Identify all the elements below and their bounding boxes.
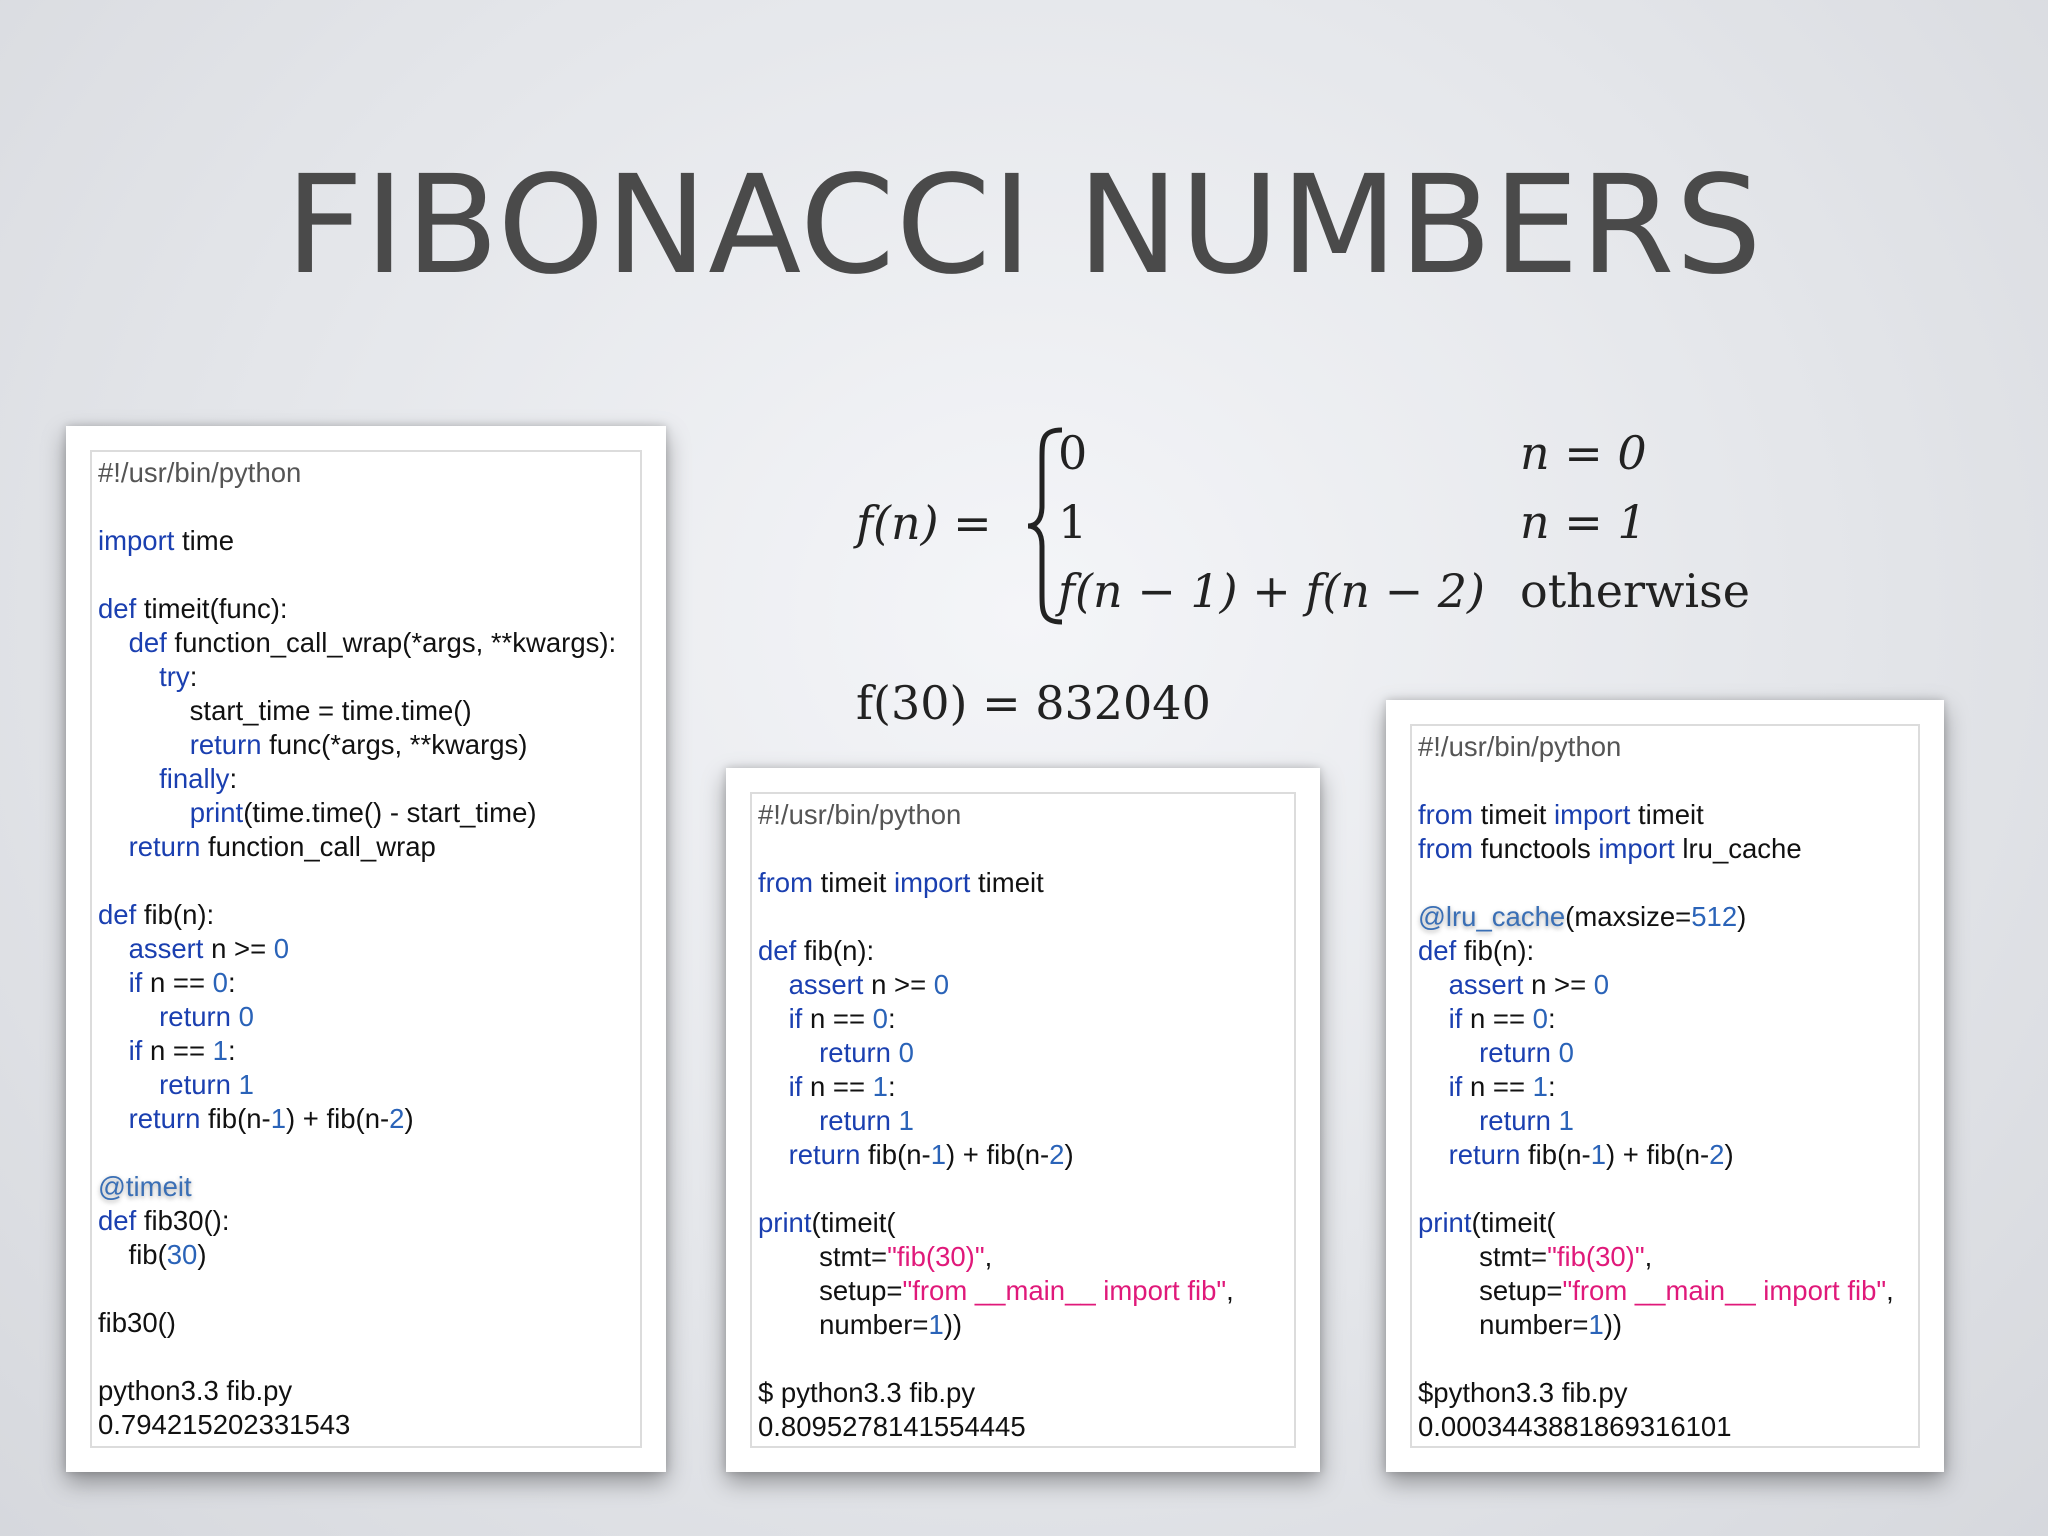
code-token: , xyxy=(984,1241,993,1272)
code-token: fib( xyxy=(98,1239,167,1270)
code-token: def xyxy=(98,899,137,930)
case-value-2: f(n − 1) + f(n − 2) xyxy=(1058,564,1485,618)
code-token: def xyxy=(98,593,137,624)
code-token: return xyxy=(189,729,262,760)
code-line xyxy=(98,1204,616,1238)
code-line xyxy=(98,660,616,694)
code-token: fib(n- xyxy=(1520,1139,1591,1170)
code-token: ) + fib(n- xyxy=(946,1139,1050,1170)
code-token: fib(n): xyxy=(796,935,875,966)
code-token: ) xyxy=(404,1103,414,1134)
formula-lhs xyxy=(856,496,992,550)
code-line xyxy=(1418,798,1894,832)
code-token: def xyxy=(758,935,797,966)
code-token: "from __main__ import fib" xyxy=(902,1275,1227,1306)
code-token xyxy=(1418,1003,1449,1034)
code-line xyxy=(758,968,1234,1002)
code-line xyxy=(758,1240,1234,1274)
code-token xyxy=(758,1003,789,1034)
code-token: 1 xyxy=(1558,1105,1574,1136)
code-line xyxy=(98,1306,616,1340)
code-line xyxy=(98,558,616,592)
code-token: print xyxy=(189,797,244,828)
case-condition-2: otherwise xyxy=(1520,564,1750,618)
code-token: function_call_wrap(*args, **kwargs): xyxy=(166,627,617,658)
code-token: return xyxy=(159,1001,231,1032)
code-token: return xyxy=(159,1069,231,1100)
case-condition-1: n = 1 xyxy=(1520,495,1647,549)
code-line xyxy=(98,1408,616,1442)
code-token: functools xyxy=(1473,833,1599,864)
code-token xyxy=(231,1069,239,1100)
code-token xyxy=(758,1139,789,1170)
code-token: start_time = time.time() xyxy=(98,695,472,726)
code-token: 1 xyxy=(898,1105,914,1136)
code-token: 1 xyxy=(1532,1071,1548,1102)
code-token: finally xyxy=(159,763,230,794)
code-line xyxy=(758,866,1234,900)
code-line xyxy=(758,900,1234,934)
code-line xyxy=(98,728,616,762)
code-line xyxy=(98,1238,616,1272)
code-token: stmt= xyxy=(1418,1241,1548,1272)
code-line xyxy=(1418,764,1894,798)
code-token: assert xyxy=(1448,969,1524,1000)
code-line xyxy=(758,832,1234,866)
code-token: def xyxy=(128,627,167,658)
code-token: 0 xyxy=(933,969,950,1000)
code-token: 0.8095278141554445 xyxy=(758,1411,1026,1442)
code-token: $python3.3 fib.py xyxy=(1418,1377,1628,1408)
code-token: def xyxy=(98,1205,137,1236)
code-token: 1 xyxy=(212,1035,228,1066)
code-token: python3.3 fib.py xyxy=(98,1375,293,1406)
code-token: n >= xyxy=(203,933,274,964)
code-line xyxy=(98,694,616,728)
code-line xyxy=(1418,934,1894,968)
code-token: timeit xyxy=(1630,799,1704,830)
code-token: timeit xyxy=(813,867,894,898)
code-line xyxy=(98,626,616,660)
code-token: 1 xyxy=(1588,1309,1604,1340)
code-token: 2 xyxy=(389,1103,405,1134)
code-line xyxy=(98,1102,616,1136)
code-token xyxy=(1551,1105,1559,1136)
code-token: setup= xyxy=(1418,1275,1563,1306)
code-token xyxy=(98,1069,159,1100)
code-token: 0 xyxy=(238,1001,254,1032)
code-token: @lru_cache xyxy=(1418,901,1566,932)
code-block-timeit xyxy=(758,798,1234,1444)
code-token xyxy=(758,1071,789,1102)
code-token: from xyxy=(758,867,813,898)
code-token xyxy=(891,1105,899,1136)
code-token: number= xyxy=(1418,1309,1589,1340)
code-token: 1 xyxy=(930,1139,946,1170)
code-line xyxy=(98,1136,616,1170)
code-token xyxy=(98,661,159,692)
code-token xyxy=(1418,1139,1449,1170)
code-token: timeit(func): xyxy=(136,593,288,624)
code-token: (maxsize= xyxy=(1565,901,1692,932)
code-token: (timeit( xyxy=(1471,1207,1556,1238)
code-token: : xyxy=(189,661,198,692)
code-line xyxy=(1418,1206,1894,1240)
code-token: if xyxy=(1448,1071,1463,1102)
code-token: try xyxy=(159,661,190,692)
code-line xyxy=(1418,1070,1894,1104)
code-token xyxy=(98,797,190,828)
code-token: setup= xyxy=(758,1275,903,1306)
code-line xyxy=(758,798,1234,832)
code-token: 0 xyxy=(898,1037,914,1068)
code-panel-frame xyxy=(750,792,1296,1448)
code-line xyxy=(98,1272,616,1306)
code-token: #!/usr/bin/python xyxy=(758,799,962,830)
code-token: )) xyxy=(943,1309,963,1340)
code-line xyxy=(1418,968,1894,1002)
code-panel-timeit xyxy=(726,768,1320,1472)
code-line xyxy=(1418,1104,1894,1138)
code-line xyxy=(98,1000,616,1034)
code-token: n == xyxy=(1462,1003,1533,1034)
code-token: 512 xyxy=(1691,901,1738,932)
code-line xyxy=(98,898,616,932)
code-token: : xyxy=(1547,1003,1556,1034)
code-token: 0.0003443881869316101 xyxy=(1418,1411,1732,1442)
code-token: , xyxy=(1226,1275,1234,1306)
code-token: , xyxy=(1644,1241,1653,1272)
code-line xyxy=(758,1376,1234,1410)
code-token xyxy=(98,763,159,794)
code-line xyxy=(98,1374,616,1408)
code-token: timeit xyxy=(970,867,1044,898)
code-line xyxy=(758,1410,1234,1444)
code-line xyxy=(98,796,616,830)
code-token: n == xyxy=(802,1071,873,1102)
code-panel-lru-cache xyxy=(1386,700,1944,1472)
fib-30-result: f(30) = 832040 xyxy=(856,676,1211,730)
code-token: : xyxy=(887,1071,896,1102)
code-token: return xyxy=(819,1037,891,1068)
code-token: $ python3.3 fib.py xyxy=(758,1377,976,1408)
code-token: "fib(30)" xyxy=(887,1241,985,1272)
code-token xyxy=(98,967,129,998)
code-token: def xyxy=(1418,935,1457,966)
code-token xyxy=(1418,1071,1449,1102)
code-token: timeit xyxy=(1473,799,1554,830)
code-line xyxy=(758,1002,1234,1036)
code-line xyxy=(98,456,616,490)
code-token: (timeit( xyxy=(811,1207,896,1238)
code-token xyxy=(758,969,789,1000)
code-token: n == xyxy=(1462,1071,1533,1102)
code-token: func(*args, **kwargs) xyxy=(261,729,528,760)
code-token: 1 xyxy=(872,1071,888,1102)
code-token: : xyxy=(887,1003,896,1034)
code-token: if xyxy=(1448,1003,1463,1034)
code-token: "fib(30)" xyxy=(1547,1241,1645,1272)
code-token: "from __main__ import fib" xyxy=(1562,1275,1887,1306)
code-line xyxy=(758,1342,1234,1376)
code-token xyxy=(758,1105,819,1136)
code-token: print xyxy=(758,1207,812,1238)
code-line xyxy=(1418,1240,1894,1274)
code-token: ) xyxy=(1064,1139,1074,1170)
code-line xyxy=(1418,1342,1894,1376)
code-token: print xyxy=(1418,1207,1472,1238)
code-token: 0 xyxy=(273,933,290,964)
code-line xyxy=(98,966,616,1000)
code-token: @timeit xyxy=(98,1171,192,1202)
code-token xyxy=(98,1001,159,1032)
code-token xyxy=(98,1035,129,1066)
code-token: 2 xyxy=(1049,1139,1065,1170)
code-token: return xyxy=(128,1103,201,1134)
code-line xyxy=(1418,730,1894,764)
code-line xyxy=(1418,832,1894,866)
formula-lhs-text: f(n) = xyxy=(856,496,992,550)
code-token: fib(n): xyxy=(136,899,215,930)
code-line xyxy=(98,490,616,524)
code-line xyxy=(98,932,616,966)
slide-title: FIBONACCI NUMBERS xyxy=(285,147,1763,305)
code-line xyxy=(758,1172,1234,1206)
code-panel-frame xyxy=(90,450,642,1448)
code-line xyxy=(758,934,1234,968)
code-line xyxy=(1418,866,1894,900)
code-token: if xyxy=(788,1071,803,1102)
code-token xyxy=(231,1001,239,1032)
code-token: 1 xyxy=(1590,1139,1606,1170)
code-token: assert xyxy=(788,969,864,1000)
code-token xyxy=(1551,1037,1559,1068)
code-line xyxy=(1418,1308,1894,1342)
code-token: import xyxy=(98,525,175,556)
code-token: if xyxy=(788,1003,803,1034)
code-token: 0 xyxy=(1558,1037,1574,1068)
code-token: import xyxy=(1553,799,1631,830)
code-token: 2 xyxy=(1709,1139,1725,1170)
code-token: assert xyxy=(128,933,204,964)
code-token: return xyxy=(1448,1139,1521,1170)
code-token: function_call_wrap xyxy=(200,831,436,862)
code-token: fib(n- xyxy=(860,1139,931,1170)
case-condition-0: n = 0 xyxy=(1520,426,1647,480)
code-token: ) + fib(n- xyxy=(1606,1139,1710,1170)
code-token: import xyxy=(893,867,971,898)
code-token: 0 xyxy=(1593,969,1610,1000)
code-line xyxy=(98,1068,616,1102)
code-token: , xyxy=(1886,1275,1894,1306)
code-token: 30 xyxy=(166,1239,198,1270)
code-line xyxy=(1418,1376,1894,1410)
code-token: #!/usr/bin/python xyxy=(1418,731,1622,762)
code-line xyxy=(98,524,616,558)
code-token: from xyxy=(1418,799,1473,830)
code-token: (time.time() - start_time) xyxy=(243,797,537,828)
code-token: 0 xyxy=(1532,1003,1548,1034)
code-line xyxy=(1418,1002,1894,1036)
code-token xyxy=(98,831,129,862)
code-token: : xyxy=(229,763,238,794)
code-token: stmt= xyxy=(758,1241,888,1272)
code-token: lru_cache xyxy=(1674,833,1802,864)
code-token: 1 xyxy=(270,1103,286,1134)
code-line xyxy=(98,830,616,864)
code-line xyxy=(1418,1036,1894,1070)
code-token: fib(n): xyxy=(1456,935,1535,966)
code-line xyxy=(1418,1138,1894,1172)
code-token: if xyxy=(128,1035,143,1066)
code-block-lru-cache xyxy=(1418,730,1894,1444)
code-token: 0 xyxy=(212,967,228,998)
case-value-0: 0 xyxy=(1058,426,1088,480)
code-line xyxy=(758,1036,1234,1070)
code-token: : xyxy=(227,1035,236,1066)
code-token: return xyxy=(788,1139,861,1170)
code-panel-decorator xyxy=(66,426,666,1472)
code-token: time xyxy=(174,525,234,556)
code-token: import xyxy=(1598,833,1675,864)
code-token: ) + fib(n- xyxy=(286,1103,390,1134)
code-token: fib30(): xyxy=(136,1205,230,1236)
code-token: return xyxy=(128,831,201,862)
code-line xyxy=(1418,1274,1894,1308)
code-token xyxy=(98,933,129,964)
code-line xyxy=(758,1070,1234,1104)
code-line xyxy=(98,864,616,898)
code-token xyxy=(98,1103,129,1134)
code-token xyxy=(1418,1037,1479,1068)
code-line xyxy=(98,1034,616,1068)
code-token: return xyxy=(1479,1105,1551,1136)
code-token: ) xyxy=(197,1239,207,1270)
code-token xyxy=(98,627,129,658)
code-block-decorator xyxy=(98,456,616,1442)
code-line xyxy=(1418,900,1894,934)
code-token: 1 xyxy=(238,1069,254,1100)
code-line xyxy=(758,1274,1234,1308)
code-token: n == xyxy=(142,1035,213,1066)
code-token: 1 xyxy=(928,1309,944,1340)
code-token: n >= xyxy=(1523,969,1594,1000)
code-token: )) xyxy=(1603,1309,1623,1340)
code-line xyxy=(98,592,616,626)
code-token: number= xyxy=(758,1309,929,1340)
code-token: n >= xyxy=(863,969,934,1000)
case-value-1: 1 xyxy=(1058,495,1088,549)
code-token: n == xyxy=(142,967,213,998)
code-line xyxy=(98,762,616,796)
code-token xyxy=(891,1037,899,1068)
code-token: from xyxy=(1418,833,1473,864)
code-token: 0.794215202331543 xyxy=(98,1409,351,1440)
code-line xyxy=(98,1170,616,1204)
code-line xyxy=(1418,1172,1894,1206)
code-line xyxy=(758,1104,1234,1138)
code-token: #!/usr/bin/python xyxy=(98,457,302,488)
code-token: fib30() xyxy=(98,1307,176,1338)
code-line xyxy=(758,1206,1234,1240)
code-panel-frame xyxy=(1410,724,1920,1448)
code-token xyxy=(758,1037,819,1068)
code-token: ) xyxy=(1737,901,1747,932)
code-token: n == xyxy=(802,1003,873,1034)
code-token: : xyxy=(227,967,236,998)
code-token xyxy=(1418,969,1449,1000)
code-token xyxy=(1418,1105,1479,1136)
code-token: 0 xyxy=(872,1003,888,1034)
code-token xyxy=(98,729,190,760)
code-token: if xyxy=(128,967,143,998)
code-token: fib(n- xyxy=(200,1103,271,1134)
code-token: return xyxy=(1479,1037,1551,1068)
code-token: ) xyxy=(1724,1139,1734,1170)
code-token: : xyxy=(1547,1071,1556,1102)
code-token: return xyxy=(819,1105,891,1136)
code-line xyxy=(758,1308,1234,1342)
code-line xyxy=(758,1138,1234,1172)
code-line xyxy=(1418,1410,1894,1444)
code-line xyxy=(98,1340,616,1374)
